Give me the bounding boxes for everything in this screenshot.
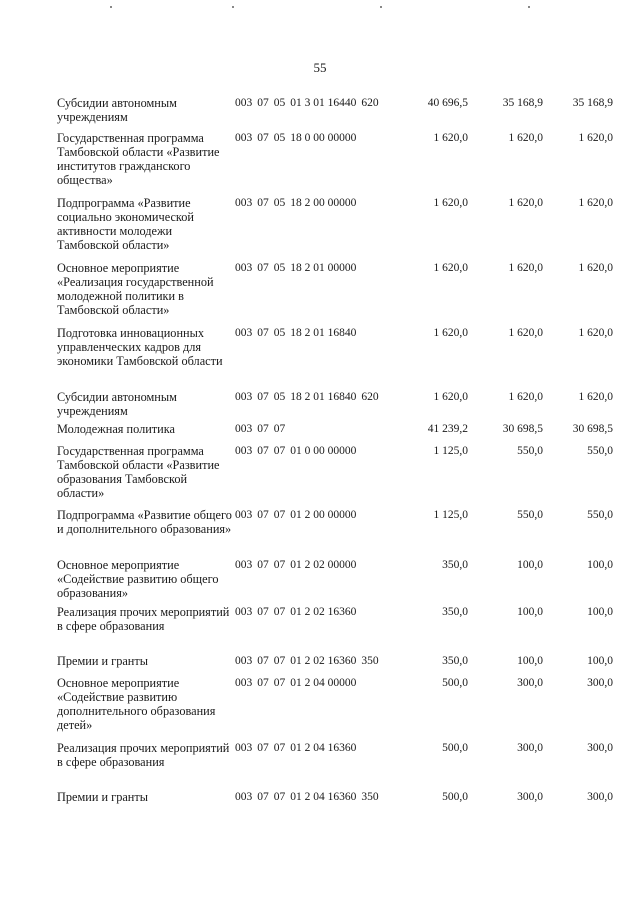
row-amount-3: 300,0: [587, 791, 613, 803]
code-csr: 18 2 00 00000: [290, 197, 357, 209]
code-csr: 18 2 01 16840: [290, 391, 357, 403]
row-amount-1: 500,0: [442, 742, 468, 754]
code-ved: 003: [235, 559, 253, 571]
code-ved: 003: [235, 742, 253, 754]
row-amount-2: 300,0: [517, 742, 543, 754]
code-razdel: 07: [257, 655, 269, 667]
code-razdel: 07: [257, 262, 269, 274]
row-amount-3: 100,0: [587, 559, 613, 571]
row-amount-1: 1 620,0: [433, 132, 468, 144]
code-ved: 003: [235, 655, 253, 667]
code-ved: 003: [235, 132, 253, 144]
row-amount-1: 350,0: [442, 559, 468, 571]
row-amount-3: 1 620,0: [578, 197, 613, 209]
row-name: Реализация прочих мероприятий в сфере образования: [57, 605, 230, 633]
code-csr: 01 3 01 16440: [290, 97, 357, 109]
code-podrazdel: 07: [273, 559, 286, 571]
row-amount-2: 300,0: [517, 677, 543, 689]
code-podrazdel: 05: [273, 132, 286, 144]
row-amount-2: 1 620,0: [508, 197, 543, 209]
row-amount-1: 500,0: [442, 677, 468, 689]
row-amount-1: 500,0: [442, 791, 468, 803]
row-name: Государственная программа Тамбовской области «Развитие образования Тамбовской области»: [57, 444, 220, 500]
code-razdel: 07: [257, 445, 269, 457]
row-amount-2: 100,0: [517, 606, 543, 618]
row-amount-2: 1 620,0: [508, 327, 543, 339]
row-amount-1: 1 620,0: [433, 262, 468, 274]
row-amount-3: 550,0: [587, 445, 613, 457]
code-razdel: 07: [257, 327, 269, 339]
row-amount-1: 40 696,5: [427, 97, 468, 109]
row-name: Подготовка инновационных управленческих кадров для экономики Тамбовской области: [57, 326, 223, 368]
row-amount-3: 30 698,5: [572, 423, 613, 435]
row-amount-2: 550,0: [517, 445, 543, 457]
code-ved: 003: [235, 262, 253, 274]
code-csr: 18 2 01 00000: [290, 262, 357, 274]
code-vr: 620: [361, 97, 379, 109]
code-podrazdel: 07: [273, 742, 286, 754]
code-ved: 003: [235, 509, 253, 521]
page-number: 55: [313, 60, 327, 75]
code-csr: 01 2 04 16360: [290, 791, 357, 803]
row-amount-3: 550,0: [587, 509, 613, 521]
code-csr: 01 2 02 16360: [290, 655, 357, 667]
code-ved: 003: [235, 423, 253, 435]
code-csr: 18 2 01 16840: [290, 327, 357, 339]
code-razdel: 07: [257, 677, 269, 689]
row-name: Реализация прочих мероприятий в сфере образования: [57, 741, 230, 769]
code-razdel: 07: [257, 97, 269, 109]
row-amount-1: 1 125,0: [433, 445, 468, 457]
code-ved: 003: [235, 445, 253, 457]
code-podrazdel: 05: [273, 262, 286, 274]
code-csr: 01 2 04 00000: [290, 677, 357, 689]
row-amount-3: 1 620,0: [578, 327, 613, 339]
code-podrazdel: 07: [273, 677, 286, 689]
row-amount-2: 550,0: [517, 509, 543, 521]
code-csr: 01 2 04 16360: [290, 742, 357, 754]
row-name: Основное мероприятие «Реализация государственной молодежной политики в Тамбовской области»: [57, 261, 214, 317]
code-razdel: 07: [257, 509, 269, 521]
row-amount-2: 300,0: [517, 791, 543, 803]
row-amount-1: 1 620,0: [433, 197, 468, 209]
code-razdel: 07: [257, 559, 269, 571]
code-podrazdel: 07: [273, 423, 286, 435]
code-podrazdel: 07: [273, 791, 286, 803]
code-vr: 350: [361, 791, 379, 803]
row-amount-1: 350,0: [442, 606, 468, 618]
row-amount-2: 1 620,0: [508, 132, 543, 144]
row-amount-1: 1 620,0: [433, 391, 468, 403]
code-csr: 01 2 02 16360: [290, 606, 357, 618]
row-amount-1: 350,0: [442, 655, 468, 667]
row-amount-1: 1 125,0: [433, 509, 468, 521]
code-vr: 620: [361, 391, 379, 403]
code-ved: 003: [235, 327, 253, 339]
row-amount-2: 35 168,9: [502, 97, 543, 109]
code-razdel: 07: [257, 391, 269, 403]
code-csr: 01 2 00 00000: [290, 509, 357, 521]
row-amount-3: 300,0: [587, 677, 613, 689]
code-podrazdel: 07: [273, 655, 286, 667]
row-name: Подпрограмма «Развитие социально экономической активности молодежи Тамбовской области»: [57, 196, 195, 252]
row-name: Премии и гранты: [57, 654, 149, 668]
code-ved: 003: [235, 677, 253, 689]
row-amount-1: 41 239,2: [427, 423, 468, 435]
row-name: Государственная программа Тамбовской области «Развитие институтов гражданского общества»: [57, 131, 220, 187]
code-razdel: 07: [257, 742, 269, 754]
row-amount-3: 1 620,0: [578, 262, 613, 274]
code-podrazdel: 05: [273, 391, 286, 403]
code-ved: 003: [235, 791, 253, 803]
row-amount-3: 100,0: [587, 606, 613, 618]
code-razdel: 07: [257, 791, 269, 803]
code-podrazdel: 07: [273, 509, 286, 521]
row-name: Основное мероприятие «Содействие развитию дополнительного образования детей»: [57, 676, 216, 732]
code-podrazdel: 05: [273, 327, 286, 339]
row-name: Подпрограмма «Развитие общего и дополнительного образования»: [57, 508, 232, 536]
row-amount-2: 1 620,0: [508, 391, 543, 403]
code-csr: 01 2 02 00000: [290, 559, 357, 571]
row-amount-2: 100,0: [517, 559, 543, 571]
code-ved: 003: [235, 606, 253, 618]
code-razdel: 07: [257, 606, 269, 618]
row-amount-3: 35 168,9: [572, 97, 613, 109]
row-name: Молодежная политика: [57, 422, 176, 436]
code-csr: 01 0 00 00000: [290, 445, 357, 457]
code-podrazdel: 07: [273, 445, 286, 457]
code-ved: 003: [235, 97, 253, 109]
row-name: Субсидии автономным учреждениям: [57, 96, 177, 124]
code-razdel: 07: [257, 423, 269, 435]
row-amount-2: 30 698,5: [502, 423, 543, 435]
code-ved: 003: [235, 391, 253, 403]
row-name: Основное мероприятие «Содействие развитию общего образования»: [57, 558, 219, 600]
row-name: Премии и гранты: [57, 790, 149, 804]
row-amount-3: 1 620,0: [578, 391, 613, 403]
code-podrazdel: 07: [273, 606, 286, 618]
row-name: Субсидии автономным учреждениям: [57, 390, 177, 418]
row-amount-1: 1 620,0: [433, 327, 468, 339]
code-csr: 18 0 00 00000: [290, 132, 357, 144]
code-vr: 350: [361, 655, 379, 667]
code-podrazdel: 05: [273, 97, 286, 109]
row-amount-2: 100,0: [517, 655, 543, 667]
row-amount-3: 300,0: [587, 742, 613, 754]
code-razdel: 07: [257, 197, 269, 209]
code-podrazdel: 05: [273, 197, 286, 209]
code-ved: 003: [235, 197, 253, 209]
row-amount-2: 1 620,0: [508, 262, 543, 274]
code-razdel: 07: [257, 132, 269, 144]
row-amount-3: 100,0: [587, 655, 613, 667]
row-amount-3: 1 620,0: [578, 132, 613, 144]
